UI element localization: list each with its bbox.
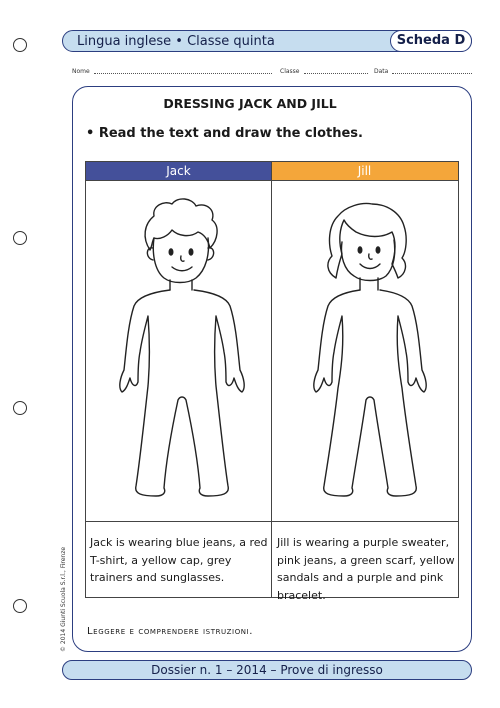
copyright: © 2014 Giunti Scuola S.r.l., Firenze (60, 546, 67, 652)
binder-hole (13, 401, 27, 415)
row-divider (86, 521, 458, 522)
class-field[interactable] (304, 73, 368, 74)
jill-eye (376, 247, 380, 253)
row-divider (86, 180, 458, 181)
jack-eye (169, 249, 173, 255)
jack-eye (189, 249, 193, 255)
column-divider (271, 162, 272, 597)
jill-eye (358, 247, 362, 253)
jill-body (314, 290, 426, 496)
skill-label: Leggere e comprendere istruzioni. (87, 626, 254, 637)
instruction: • Read the text and draw the clothes. (86, 126, 363, 141)
jack-description: Jack is wearing blue jeans, a red T-shirt, a yellow cap, grey trainers and sunglasses. (90, 536, 268, 584)
jill-mouth (360, 264, 380, 269)
jill-figure[interactable] (286, 192, 446, 514)
binder-hole (13, 599, 27, 613)
binder-hole (13, 231, 27, 245)
jill-nose (369, 254, 372, 259)
subject-label: Lingua inglese • Classe quinta (77, 34, 275, 49)
date-field[interactable] (392, 73, 472, 74)
date-label: Data (374, 68, 389, 75)
name-label: Nome (72, 68, 90, 75)
jack-figure[interactable] (98, 192, 258, 514)
clothes-table (85, 161, 459, 602)
class-label: Classe (280, 68, 300, 75)
jill-column-heading: Jill (271, 162, 458, 180)
jack-column-heading: Jack (86, 162, 271, 180)
jill-description: Jill is wearing a purple sweater, pink jeans, a green scarf, yellow sandals and a purple and pink bracelet. (277, 536, 455, 602)
sheet-label: Scheda D (390, 30, 472, 52)
jack-hair (145, 199, 217, 250)
binder-hole (13, 38, 27, 52)
jack-nose (181, 256, 184, 261)
jill-face (342, 240, 395, 281)
worksheet-title: DRESSING JACK AND JILL (163, 96, 337, 111)
footer-text: Dossier n. 1 – 2014 – Prove di ingresso (151, 663, 383, 677)
name-field[interactable] (94, 73, 272, 74)
student-info-line (72, 68, 472, 78)
header-bar (62, 30, 472, 52)
jack-body (120, 290, 244, 496)
jack-mouth (172, 267, 192, 271)
footer-bar (62, 660, 472, 680)
